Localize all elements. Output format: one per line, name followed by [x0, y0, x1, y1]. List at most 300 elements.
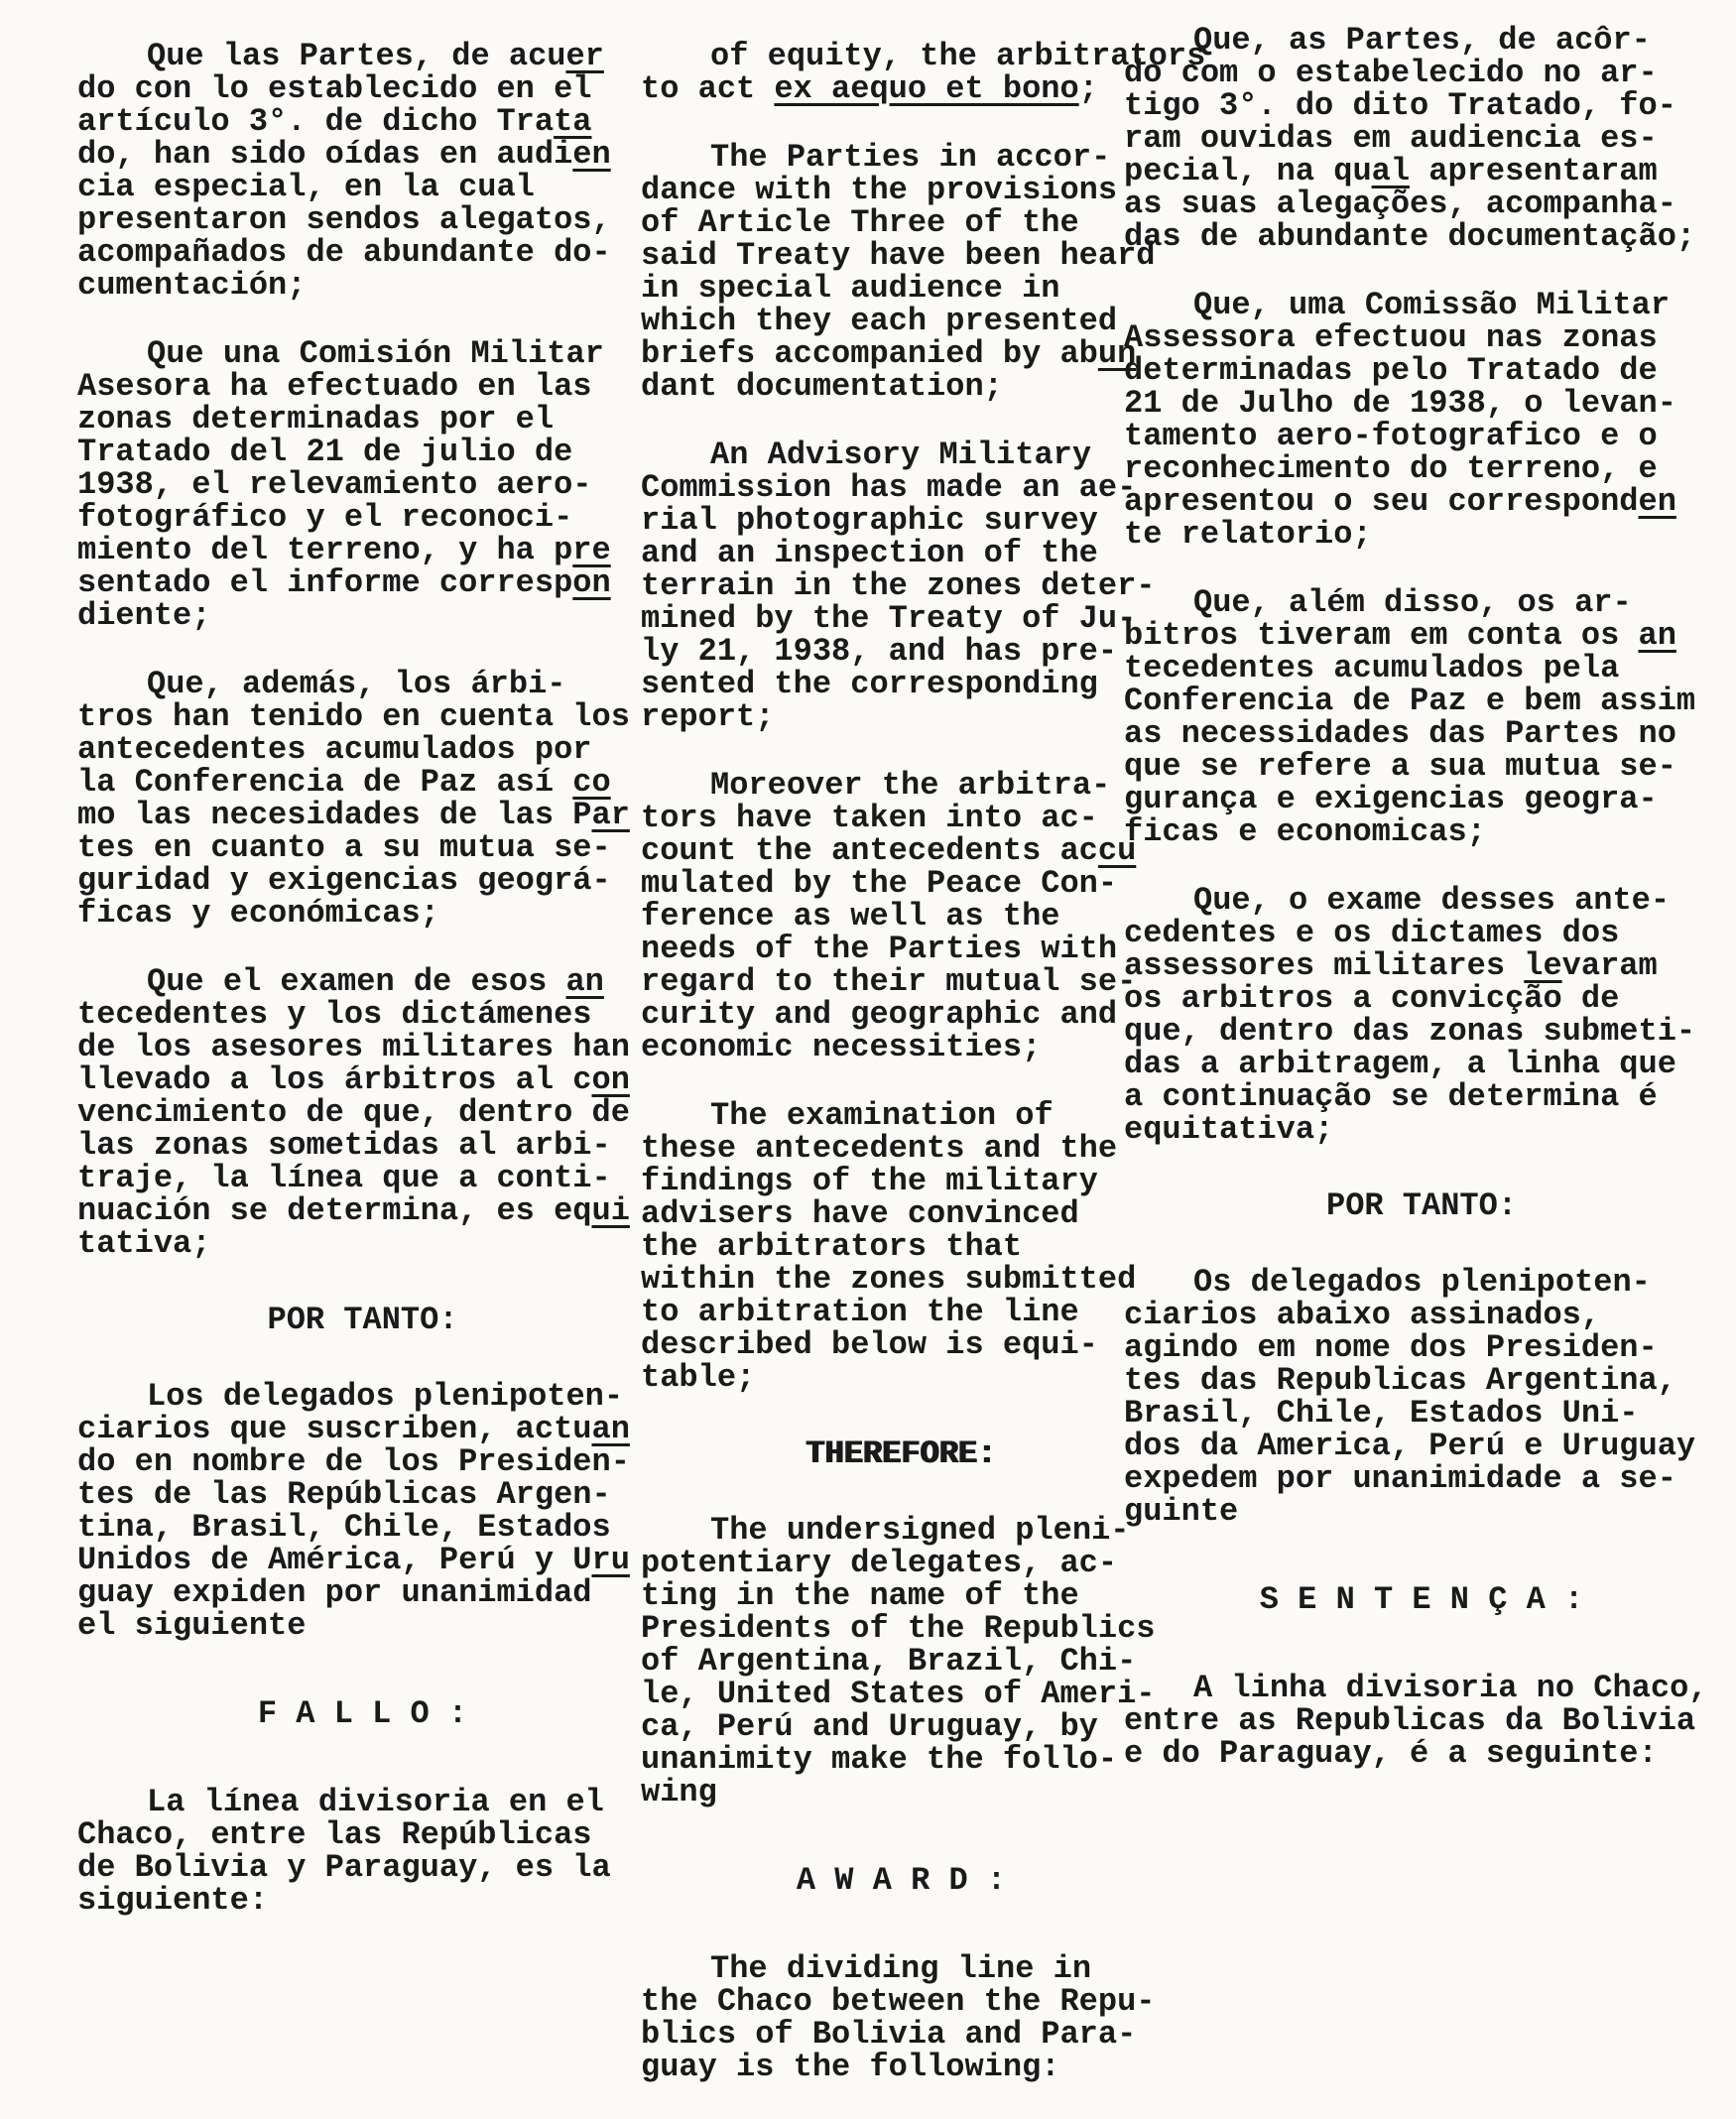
- text-segment: presentaron sendos alegatos,: [77, 201, 611, 238]
- text-line: [641, 1547, 1162, 1579]
- text-line: [77, 566, 648, 599]
- text-segment: do com o estabelecido no ar-: [1124, 55, 1658, 91]
- text-line: [1124, 1364, 1719, 1397]
- text-line: [77, 700, 648, 733]
- text-segment: unanimity make the follo-: [641, 1741, 1118, 1778]
- text-line: [641, 174, 1162, 206]
- text-segment: wing: [641, 1774, 717, 1810]
- text-line: [641, 1776, 1162, 1808]
- text-line: [77, 1413, 648, 1445]
- text-segment: Que, as Partes, de acôr-: [1193, 22, 1651, 59]
- text-line: [77, 1162, 648, 1194]
- text-line: [641, 769, 1162, 802]
- text-line: [1124, 1672, 1719, 1704]
- text-line: [77, 897, 648, 930]
- text-line: [641, 802, 1162, 834]
- text-line: [77, 1818, 648, 1851]
- paragraph: [641, 1952, 1162, 2083]
- text-segment: das de abundante documentação;: [1124, 218, 1696, 255]
- paragraph: [77, 1786, 648, 1917]
- text-segment: reconhecimento do terreno, e: [1124, 450, 1658, 487]
- text-line: [641, 933, 1162, 965]
- text-segment: within the zones submitted: [641, 1261, 1137, 1298]
- text-line: [641, 900, 1162, 933]
- text-segment: Que, além disso, os ar-: [1193, 584, 1632, 621]
- text-line: [641, 569, 1162, 602]
- text-line: [77, 269, 648, 302]
- text-segment: do en nombre de los Presiden-: [77, 1443, 630, 1480]
- text-segment: to act: [641, 70, 775, 107]
- text-segment: advisers have convinced: [641, 1195, 1079, 1232]
- paragraph: [77, 668, 648, 930]
- text-segment: de los asesores militares han: [77, 1029, 630, 1065]
- text-segment: as necessidades das Partes no: [1124, 715, 1676, 752]
- text-segment: gurança e exigencias geogra-: [1124, 781, 1658, 817]
- underlined-text: un: [1097, 335, 1137, 372]
- text-segment: siguiente:: [77, 1882, 269, 1919]
- text-line: [641, 1514, 1162, 1547]
- text-line: [77, 733, 648, 766]
- text-line: [641, 141, 1162, 174]
- text-segment: terrain in the zones deter-: [641, 567, 1156, 604]
- text-segment: ciarios que suscriben, actu: [77, 1411, 592, 1447]
- text-segment: Que el examen de esos: [147, 963, 566, 1000]
- text-line: [641, 2051, 1162, 2083]
- text-segment: needs of the Parties with: [641, 931, 1118, 967]
- column-spanish: [77, 40, 648, 1952]
- text-line: [641, 1361, 1162, 1394]
- section-heading: POR TANTO:: [267, 1302, 458, 1338]
- text-segment: mined by the Treaty of Ju-: [641, 600, 1137, 637]
- text-segment: described below is equi-: [641, 1326, 1098, 1363]
- text-line: [641, 1645, 1162, 1678]
- text-segment: ca, Perú and Uruguay, by: [641, 1708, 1098, 1745]
- text-line: [641, 305, 1162, 337]
- underlined-text: on: [591, 1061, 630, 1098]
- text-line: [77, 1063, 648, 1096]
- text-segment: vencimiento de que, dentro de: [77, 1094, 630, 1131]
- text-line: [77, 668, 648, 700]
- text-line: [77, 468, 648, 501]
- text-line: [77, 1194, 648, 1227]
- text-line: [641, 1132, 1162, 1165]
- text-segment: antecedentes acumulados por: [77, 731, 592, 768]
- text-line: [77, 436, 648, 468]
- text-segment: sented the corresponding: [641, 666, 1098, 702]
- text-line: [77, 40, 648, 72]
- text-line: [77, 138, 648, 171]
- text-segment: La línea divisoria en el: [147, 1784, 604, 1820]
- text-line: [641, 1031, 1162, 1063]
- text-line: [1124, 1331, 1719, 1364]
- text-line: [1124, 1113, 1719, 1146]
- text-segment: in special audience in: [641, 270, 1060, 307]
- text-segment: artículo 3°. de dicho Tra: [77, 103, 555, 140]
- text-segment: guridad y exigencias geográ-: [77, 862, 611, 899]
- text-segment: do, han sido oídas en audi: [77, 136, 573, 173]
- underlined-text: le: [1524, 947, 1562, 984]
- text-line: [641, 1263, 1162, 1296]
- text-segment: Los delegados plenipoten-: [147, 1378, 624, 1415]
- text-segment: das a arbitragem, a linha que: [1124, 1046, 1676, 1082]
- text-line: [77, 105, 648, 138]
- text-line: [77, 1478, 648, 1511]
- paragraph: [1124, 1672, 1719, 1770]
- text-segment: tecedentes acumulados pela: [1124, 650, 1620, 686]
- text-line: [1124, 1080, 1719, 1113]
- text-segment: el siguiente: [77, 1607, 307, 1644]
- text-segment: dos da America, Perú e Uruguay: [1124, 1428, 1696, 1464]
- text-segment: que, dentro das zonas submeti-: [1124, 1013, 1696, 1050]
- text-segment: Unidos de América, Perú y U: [77, 1542, 592, 1578]
- text-segment: la Conferencia de Paz así: [77, 764, 573, 801]
- text-line: [641, 668, 1162, 700]
- text-line: [641, 1678, 1162, 1710]
- underlined-text: an: [1638, 617, 1676, 654]
- text-line: [1124, 1015, 1719, 1048]
- text-line: [77, 766, 648, 799]
- underlined-text: cu: [1097, 832, 1137, 869]
- text-line: [1124, 815, 1719, 848]
- text-line: [1124, 321, 1719, 354]
- text-line: [641, 537, 1162, 569]
- text-line: [77, 1851, 648, 1884]
- text-line: [1124, 1737, 1719, 1770]
- text-segment: ficas e economicas;: [1124, 813, 1486, 850]
- text-segment: bitros tiveram em conta os: [1124, 617, 1639, 654]
- text-line: [641, 1612, 1162, 1645]
- underlined-text: ar: [591, 797, 630, 833]
- text-line: [1124, 619, 1719, 652]
- text-segment: dant documentation;: [641, 368, 1003, 405]
- text-line: [77, 831, 648, 864]
- text-segment: The examination of: [710, 1097, 1054, 1134]
- text-line: [77, 1445, 648, 1478]
- text-segment: diente;: [77, 597, 211, 634]
- text-line: [1124, 89, 1719, 122]
- text-segment: report;: [641, 698, 775, 735]
- text-segment: cia especial, en la cual: [77, 169, 535, 205]
- text-segment: 1938, el relevamiento aero-: [77, 466, 592, 503]
- paragraph: [641, 141, 1162, 403]
- paragraph: [1124, 586, 1719, 848]
- text-segment: a continuação se determina é: [1124, 1078, 1658, 1115]
- text-line: [77, 403, 648, 436]
- text-line: [1124, 1430, 1719, 1462]
- text-segment: which they each presented: [641, 303, 1118, 339]
- text-segment: Assessora efectuou nas zonas: [1124, 319, 1658, 356]
- text-line: [1124, 586, 1719, 619]
- text-segment: ting in the name of the: [641, 1577, 1079, 1614]
- text-segment: Que las Partes, de acu: [147, 38, 566, 74]
- text-segment: agindo em nome dos Presiden-: [1124, 1329, 1658, 1366]
- underlined-text: on: [572, 564, 611, 601]
- text-line: [641, 1165, 1162, 1197]
- text-segment: ;: [1078, 70, 1098, 107]
- text-line: [77, 1227, 648, 1260]
- section-heading: THEREFORE:: [806, 1435, 997, 1472]
- paragraph: [641, 38, 1206, 107]
- text-segment: llevado a los árbitros al c: [77, 1061, 592, 1098]
- text-segment: Os delegados plenipoten-: [1193, 1264, 1651, 1301]
- text-segment: Brasil, Chile, Estados Uni-: [1124, 1395, 1639, 1432]
- text-line: [77, 203, 648, 236]
- text-line: [641, 867, 1162, 900]
- text-line: [77, 72, 648, 105]
- underlined-text: en: [572, 136, 611, 173]
- text-segment: sentado el informe corresp: [77, 564, 573, 601]
- text-segment: A linha divisoria no Chaco,: [1193, 1670, 1708, 1706]
- text-segment: dance with the provisions: [641, 172, 1118, 208]
- text-line: [1124, 1495, 1719, 1528]
- text-segment: these antecedents and the: [641, 1130, 1118, 1167]
- text-line: [77, 998, 648, 1031]
- text-line: [1124, 884, 1719, 917]
- text-line: [77, 599, 648, 632]
- text-segment: briefs accompanied by ab: [641, 335, 1098, 372]
- text-line: [1124, 354, 1719, 387]
- text-segment: que se refere a sua mutua se-: [1124, 748, 1676, 785]
- text-line: [77, 501, 648, 534]
- text-segment: Que, uma Comissão Militar: [1193, 287, 1671, 323]
- text-line: [1124, 1266, 1719, 1299]
- text-segment: Chaco, entre las Repúblicas: [77, 1816, 592, 1853]
- text-segment: said Treaty have been heard: [641, 237, 1156, 274]
- text-line: [641, 1328, 1162, 1361]
- text-segment: as suas alegações, acompanha-: [1124, 186, 1676, 222]
- text-segment: findings of the military: [641, 1163, 1098, 1199]
- text-line: [641, 272, 1162, 305]
- text-line: [1124, 982, 1719, 1015]
- text-line: [641, 1099, 1162, 1132]
- text-line: [1124, 122, 1719, 155]
- text-segment: of equity, the arbitrators: [710, 38, 1206, 74]
- paragraph: [1124, 24, 1719, 253]
- text-line: [641, 1985, 1162, 2018]
- text-segment: os arbitros a convicção de: [1124, 980, 1620, 1017]
- text-segment: tigo 3°. do dito Tratado, fo-: [1124, 87, 1676, 124]
- text-segment: guinte: [1124, 1493, 1239, 1530]
- text-line: [1124, 717, 1719, 750]
- section-heading: POR TANTO:: [1325, 1187, 1518, 1224]
- text-line: [1124, 1048, 1719, 1080]
- paragraph: [77, 1380, 648, 1642]
- text-segment: cumentación;: [77, 267, 307, 304]
- underlined-text: al: [1371, 153, 1411, 189]
- underlined-text: an: [565, 963, 604, 1000]
- text-segment: count the antecedents ac: [641, 832, 1098, 869]
- underlined-text: ru: [591, 1542, 630, 1578]
- text-segment: Moreover the arbitra-: [710, 767, 1111, 804]
- text-segment: economic necessities;: [641, 1029, 1042, 1065]
- text-segment: assessores militares: [1124, 947, 1525, 984]
- text-segment: and an inspection of the: [641, 535, 1098, 571]
- text-line: [77, 370, 648, 403]
- text-line: [641, 1230, 1162, 1263]
- text-line: [641, 206, 1162, 239]
- text-segment: te relatorio;: [1124, 516, 1372, 553]
- text-line: [641, 1743, 1162, 1776]
- paragraph: [77, 40, 648, 302]
- text-line: [77, 1544, 648, 1576]
- text-segment: las zonas sometidas al arbi-: [77, 1127, 611, 1164]
- text-line: [1124, 387, 1719, 420]
- text-segment: miento del terreno, y ha p: [77, 532, 573, 568]
- text-segment: Commission has made an ae-: [641, 469, 1137, 506]
- paragraph: [641, 1099, 1162, 1394]
- text-segment: the arbitrators that: [641, 1228, 1023, 1265]
- text-segment: acompañados de abundante do-: [77, 234, 611, 271]
- text-segment: Asesora ha efectuado en las: [77, 368, 592, 405]
- text-segment: of Argentina, Brazil, Chi-: [641, 1643, 1137, 1680]
- text-segment: 21 de Julho de 1938, o levan-: [1124, 385, 1676, 422]
- text-line: [77, 1129, 648, 1162]
- paragraph: [641, 769, 1162, 1063]
- text-segment: entre as Republicas da Bolivia: [1124, 1702, 1696, 1739]
- text-segment: de Bolivia y Paraguay, es la: [77, 1849, 611, 1886]
- text-segment: to arbitration the line: [641, 1294, 1079, 1330]
- text-line: [641, 72, 1162, 105]
- text-line: [77, 1884, 648, 1917]
- text-segment: An Advisory Military: [710, 436, 1092, 473]
- underlined-text: co: [572, 764, 611, 801]
- text-line: [1124, 289, 1719, 321]
- text-segment: nuación se determina, es eq: [77, 1192, 592, 1229]
- text-line: [641, 635, 1162, 668]
- text-segment: tina, Brasil, Chile, Estados: [77, 1509, 611, 1546]
- underlined-text: ex aequo et bono: [774, 70, 1079, 107]
- text-line: [1124, 783, 1719, 815]
- text-segment: regard to their mutual se-: [641, 963, 1137, 1000]
- text-segment: Que una Comisión Militar: [147, 335, 604, 372]
- text-line: [641, 998, 1162, 1031]
- text-line: [1124, 1299, 1719, 1331]
- text-segment: curity and geographic and: [641, 996, 1118, 1033]
- text-line: [641, 504, 1162, 537]
- text-line: [641, 965, 1162, 998]
- text-line: [77, 1576, 648, 1609]
- text-segment: ficas y económicas;: [77, 895, 439, 932]
- text-line: [77, 534, 648, 566]
- text-segment: varam: [1561, 947, 1658, 984]
- text-segment: mo las necesidades de las P: [77, 797, 592, 833]
- text-segment: equitativa;: [1124, 1111, 1334, 1148]
- text-line: [641, 337, 1162, 370]
- underlined-text: ta: [554, 103, 592, 140]
- text-line: [641, 370, 1162, 403]
- text-line: [641, 1296, 1162, 1328]
- text-segment: tativa;: [77, 1225, 211, 1262]
- section-heading: A W A R D :: [796, 1862, 1007, 1899]
- text-line: [641, 1710, 1162, 1743]
- paragraph: [1124, 1266, 1719, 1528]
- text-line: [641, 1952, 1162, 1985]
- text-segment: guay is the following:: [641, 2049, 1060, 2085]
- text-segment: le, United States of Ameri-: [641, 1676, 1156, 1712]
- text-line: [641, 700, 1162, 733]
- text-line: [77, 799, 648, 831]
- text-line: [641, 834, 1162, 867]
- underlined-text: an: [591, 1411, 630, 1447]
- text-segment: ciarios abaixo assinados,: [1124, 1297, 1601, 1333]
- text-segment: apresentou o seu correspond: [1124, 483, 1639, 520]
- text-line: [641, 239, 1162, 272]
- text-line: [77, 1380, 648, 1413]
- text-segment: blics of Bolivia and Para-: [641, 2016, 1137, 2053]
- text-segment: of Article Three of the: [641, 204, 1079, 241]
- text-line: [641, 1579, 1162, 1612]
- text-line: [1124, 220, 1719, 253]
- text-segment: ram ouvidas em audiencia es-: [1124, 120, 1658, 157]
- text-line: [77, 337, 648, 370]
- text-line: [1124, 917, 1719, 949]
- text-segment: guay expiden por unanimidad: [77, 1574, 592, 1611]
- text-line: [77, 1511, 648, 1544]
- text-line: [1124, 485, 1719, 518]
- text-segment: The undersigned pleni-: [710, 1512, 1130, 1549]
- text-segment: apresentaram: [1410, 153, 1658, 189]
- paragraph: [641, 438, 1162, 733]
- text-segment: The Parties in accor-: [710, 139, 1111, 176]
- paragraph: [1124, 289, 1719, 551]
- text-line: [77, 1031, 648, 1063]
- text-line: [641, 2018, 1162, 2051]
- text-line: [1124, 24, 1719, 57]
- text-segment: Conferencia de Paz e bem assim: [1124, 683, 1696, 719]
- text-segment: fotográfico y el reconoci-: [77, 499, 573, 536]
- text-line: [1124, 57, 1719, 89]
- text-segment: traje, la línea que a conti-: [77, 1160, 611, 1196]
- text-line: [1124, 420, 1719, 452]
- text-segment: tecedentes y los dictámenes: [77, 996, 592, 1033]
- text-line: [77, 864, 648, 897]
- underlined-text: er: [565, 38, 604, 74]
- text-line: [77, 965, 648, 998]
- text-line: [77, 171, 648, 203]
- paragraph: [77, 965, 648, 1260]
- text-segment: potentiary delegates, ac-: [641, 1545, 1118, 1581]
- text-segment: Que, además, los árbi-: [147, 666, 566, 702]
- text-segment: determinadas pelo Tratado de: [1124, 352, 1658, 389]
- text-line: [77, 1096, 648, 1129]
- text-segment: cedentes e os dictames dos: [1124, 915, 1620, 951]
- text-segment: Presidents of the Republics: [641, 1610, 1156, 1647]
- text-segment: ference as well as the: [641, 898, 1060, 935]
- text-segment: tes en cuanto a su mutua se-: [77, 829, 611, 866]
- text-line: [77, 236, 648, 269]
- text-line: [1124, 1704, 1719, 1737]
- text-line: [641, 38, 1206, 74]
- text-line: [1124, 949, 1719, 982]
- text-line: [1124, 685, 1719, 717]
- text-segment: mulated by the Peace Con-: [641, 865, 1118, 902]
- text-segment: tors have taken into ac-: [641, 800, 1098, 836]
- text-line: [1124, 1462, 1719, 1495]
- text-segment: The dividing line in: [710, 1950, 1092, 1987]
- underlined-text: re: [572, 532, 611, 568]
- section-heading: F A L L O :: [257, 1695, 468, 1732]
- text-segment: Tratado del 21 de julio de: [77, 434, 573, 470]
- text-line: [77, 1609, 648, 1642]
- text-segment: the Chaco between the Repu-: [641, 1983, 1156, 2020]
- text-line: [77, 1786, 648, 1818]
- text-segment: do con lo establecido en el: [77, 70, 592, 107]
- text-segment: e do Paraguay, é a seguinte:: [1124, 1735, 1658, 1772]
- text-line: [641, 471, 1162, 504]
- text-line: [1124, 750, 1719, 783]
- text-line: [1124, 452, 1719, 485]
- text-segment: rial photographic survey: [641, 502, 1098, 539]
